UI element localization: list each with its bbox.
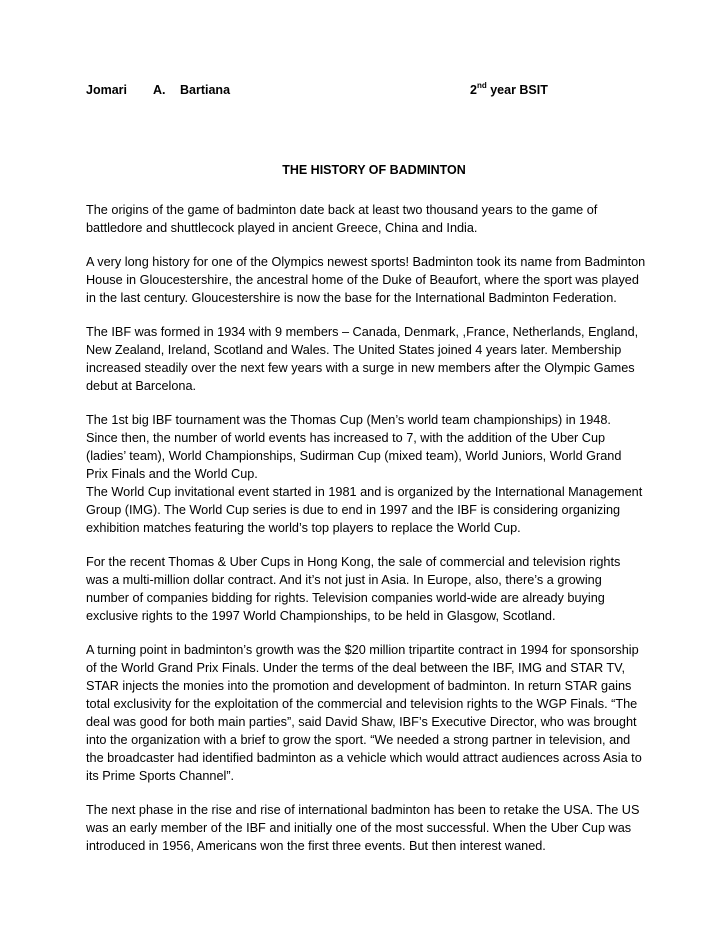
author-header — [86, 83, 646, 103]
year-rest: year BSIT — [486, 83, 548, 97]
document-body — [86, 201, 646, 871]
paragraph-origins: The origins of the game of badminton date back at least two thousand years to the game of battledore and shuttlecock played in ancient Greece, China and India. — [86, 203, 598, 235]
year-number: 2 — [470, 83, 477, 97]
author-first-name: Jomari — [86, 83, 127, 97]
paragraph-thomas-cup: The 1st big IBF tournament was the Thomas Cup (Men’s world team championships) in 1948. Since then, the number of world events has increased to 7, with the addition of the Uber Cup (ladies’ team), World Championships, Sudirman Cup (mixed team), World Juniors, World Grand Prix Finals and the World Cup. — [86, 413, 622, 481]
paragraph-turning-point: A turning point in badminton’s growth was the $20 million tripartite contract in 1994 for sponsorship of the World Grand Prix Finals. Under the terms of the deal between the IBF, IMG and STAR TV, STAR injects the monies into the promotion and development of badminton. In return STAR gains total exclusivity for the exploitation of the commercial and television rights to the WGP Finals. “The deal was good for both main parties”, said David Shaw, IBF’s Executive Director, who was brought into the organization with a brief to grow the sport. “We needed a strong partner in television, and the broadcaster had identified badminton as a vehicle which would attract audiences across Asia to its Prime Sports Channel”. — [86, 643, 642, 783]
author-last-name: Bartiana — [180, 83, 231, 97]
paragraph-next-phase: The next phase in the rise and rise of international badminton has been to retake the USA. The US was an early member of the IBF and initially one of the most successful. When the Uber Cup was introduced in 1956, Americans won the first three events. But then interest waned. — [86, 803, 640, 853]
year-suffix: nd — [476, 81, 487, 90]
year-level — [470, 83, 548, 97]
author-middle-initial: A. — [153, 83, 166, 97]
paragraph-tv-rights: For the recent Thomas & Uber Cups in Hong Kong, the sale of commercial and television rights was a multi-million dollar contract. And it’s not just in Asia. In Europe, also, there’s a growing number of companies bidding for rights. Television companies world-wide are already buying exclusive rights to the 1997 World Championships, to be held in Glasgow, Scotland. — [86, 555, 621, 623]
paragraph-world-cup: The World Cup invitational event started in 1981 and is organized by the International Management Group (IMG). The World Cup series is due to end in 1997 and the IBF is considering organizing exhibition matches featuring the world’s top players to replace the World Cup. — [86, 485, 643, 535]
paragraph-long-history: A very long history for one of the Olympics newest sports! Badminton took its name from Badminton House in Gloucestershire, the ancestral home of the Duke of Beaufort, where the sport was played in the last century. Gloucestershire is now the base for the International Badminton Federation. — [86, 255, 646, 305]
document-title: THE HISTORY OF BADMINTON — [282, 163, 466, 177]
paragraph-ibf-formation: The IBF was formed in 1934 with 9 members – Canada, Denmark, ,France, Netherlands, England, New Zealand, Ireland, Scotland and Wales. The United States joined 4 years later. Membership increased steadily over the next few years with a surge in new members after the Olympic Games debut at Barcelona. — [86, 325, 639, 393]
